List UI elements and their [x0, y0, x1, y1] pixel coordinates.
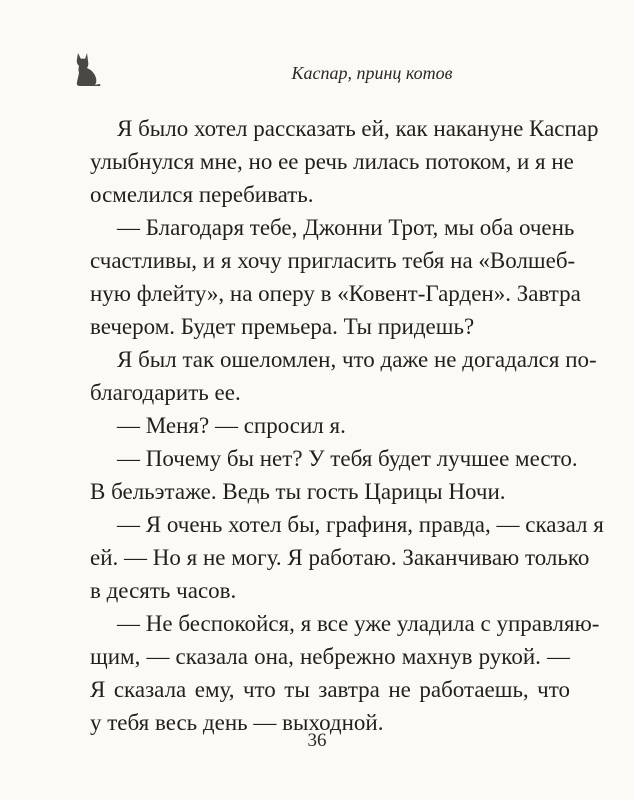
text-line: благодарить ее.: [90, 380, 241, 405]
text-line: Я было хотел рассказать ей, как накануне Каспар: [117, 116, 599, 141]
text-line: — Меня? — спросил я.: [117, 413, 346, 438]
text-line: осмелился перебивать.: [90, 182, 314, 207]
text-line: ей. — Но я не могу. Я работаю. Заканчиваю только: [90, 545, 590, 570]
text-line: Я сказала ему, что ты завтра не работаешь, что: [90, 677, 570, 702]
text-line: в десять часов.: [90, 578, 237, 603]
text-line: — Почему бы нет? У тебя будет лучшее место.: [117, 446, 578, 471]
text-line: вечером. Будет премьера. Ты придешь?: [90, 314, 475, 339]
text-line: у тебя весь день — выходной.: [90, 710, 384, 735]
body-text: [90, 112, 604, 739]
running-title: Каспар, принц котов: [291, 63, 453, 83]
text-line: счастливы, и я хочу пригласить тебя на «Волшеб-: [90, 248, 576, 273]
text-line: — Я очень хотел бы, графиня, правда, — сказал я: [117, 512, 604, 537]
text-line: — Не беспокойся, я все уже уладила с управляю-: [117, 611, 600, 636]
text-line: — Благодаря тебе, Джонни Трот, мы оба очень: [117, 215, 575, 240]
text-line: Я был так ошеломлен, что даже не догадался по-: [117, 347, 597, 372]
text-line: ную флейту», на оперу в «Ковент-Гарден». Завтра: [90, 281, 581, 306]
text-line: В бельэтаже. Ведь ты гость Царицы Ночи.: [90, 479, 506, 504]
page-number: 36: [307, 730, 327, 751]
text-line: улыбнулся мне, но ее речь лилась потоком, и я не: [90, 149, 574, 174]
text-line: щим, — сказала она, небрежно махнув рукой. —: [90, 644, 570, 669]
